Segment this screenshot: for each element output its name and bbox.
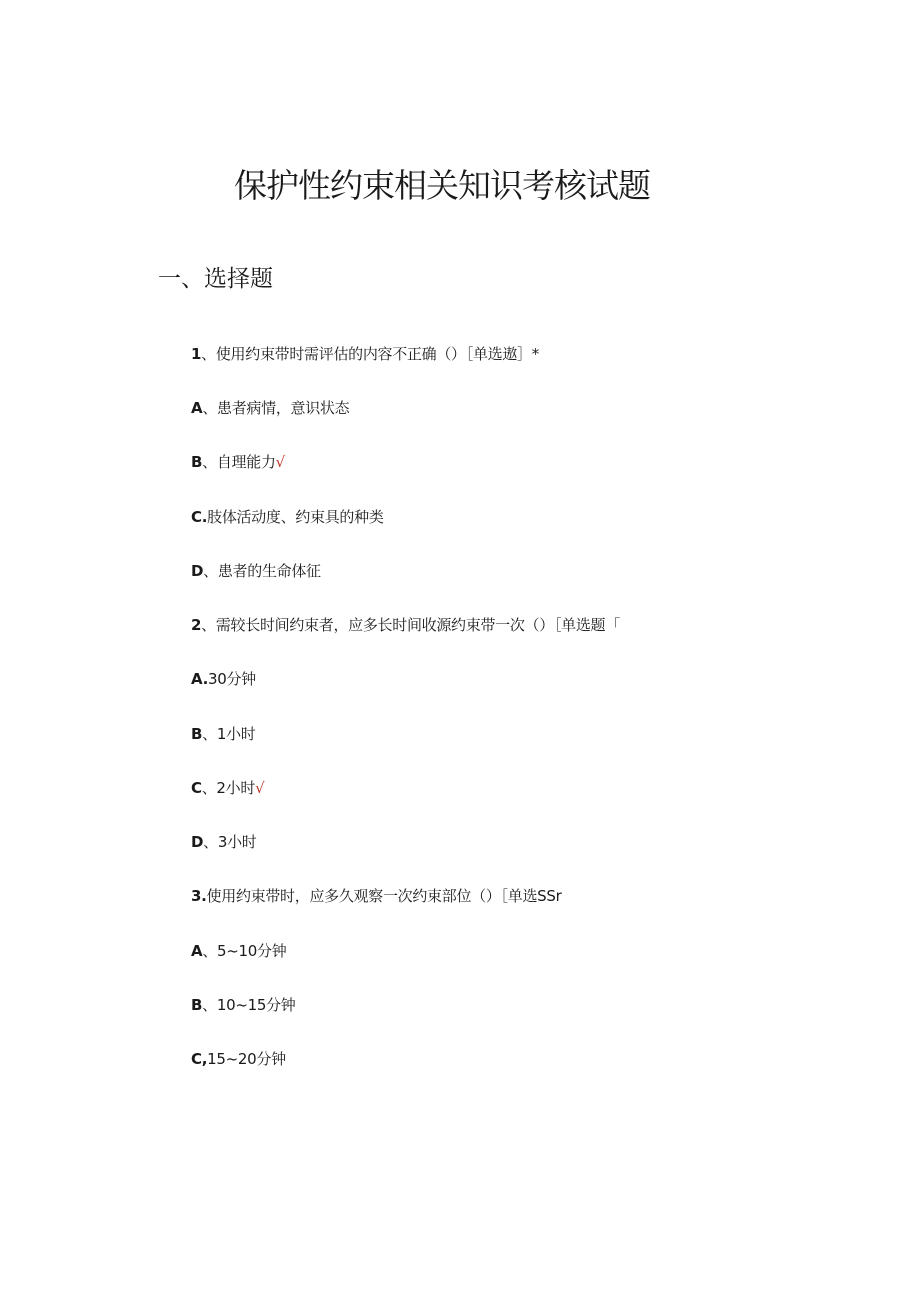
option-label: B	[191, 996, 203, 1014]
question-3-option-b	[191, 994, 296, 1016]
option-separator: ,	[201, 1050, 208, 1068]
question-2-option-b	[191, 723, 256, 745]
page-title: 保护性约束相关知识考核试题	[234, 166, 650, 205]
question-1-option-d	[191, 560, 321, 582]
option-label: C	[191, 1050, 202, 1068]
question-text: 需较长时间约束者，应多长时间收源约束带一次（）［单选题「	[215, 616, 620, 634]
question-number: 1	[191, 345, 202, 363]
question-separator: .	[201, 887, 207, 905]
question-text: 使用约束带时需评估的内容不正确（）［单选遨］*	[215, 345, 539, 363]
option-label: B	[191, 725, 203, 743]
question-3-option-a	[191, 940, 286, 962]
question-2	[191, 614, 620, 636]
option-label: C	[191, 508, 202, 526]
option-text: 1小时	[216, 725, 256, 743]
question-separator: 、	[201, 345, 216, 363]
option-text: 肢体活动度、约束具的种类	[207, 508, 384, 526]
question-2-option-c	[191, 777, 264, 799]
option-text: 30分钟	[208, 670, 256, 688]
option-label: A	[191, 670, 203, 688]
question-3	[191, 885, 561, 907]
correct-check-icon: √	[255, 779, 265, 797]
option-text: 3小时	[217, 833, 257, 851]
option-label: C	[191, 779, 202, 797]
question-2-option-d	[191, 831, 257, 853]
question-1-option-b	[191, 451, 285, 473]
section-heading: 一、选择题	[158, 266, 273, 292]
option-text: 患者的生命体征	[217, 562, 321, 580]
option-label: D	[191, 562, 204, 580]
option-text: 患者病情，意识状态	[217, 399, 350, 417]
question-1	[191, 343, 539, 365]
option-separator: 、	[203, 833, 218, 851]
question-2-option-a	[191, 668, 256, 690]
option-separator: 、	[202, 725, 217, 743]
option-text: 2小时	[216, 779, 256, 797]
option-label: A	[191, 942, 203, 960]
question-1-option-a	[191, 397, 349, 419]
option-separator: .	[202, 670, 208, 688]
option-text: 10~15分钟	[216, 996, 296, 1014]
option-separator: 、	[203, 562, 218, 580]
question-number: 3	[191, 887, 202, 905]
option-label: B	[191, 453, 203, 471]
question-number: 2	[191, 616, 202, 634]
option-separator: 、	[202, 942, 218, 960]
option-separator: 、	[202, 996, 217, 1014]
option-text: 自理能力	[216, 453, 276, 471]
option-text: 15~20分钟	[207, 1050, 286, 1068]
option-label: D	[191, 833, 204, 851]
correct-check-icon: √	[275, 453, 285, 471]
option-separator: 、	[202, 453, 217, 471]
question-1-option-c	[191, 506, 384, 528]
option-separator: 、	[202, 399, 218, 417]
option-separator: .	[201, 508, 208, 526]
question-text: 使用约束带时，应多久观察一次约束部位（）［单选SSr	[206, 887, 562, 905]
option-text: 5~10分钟	[217, 942, 287, 960]
option-separator: 、	[201, 779, 217, 797]
option-label: A	[191, 399, 203, 417]
question-3-option-c	[191, 1048, 286, 1070]
question-separator: 、	[201, 616, 216, 634]
